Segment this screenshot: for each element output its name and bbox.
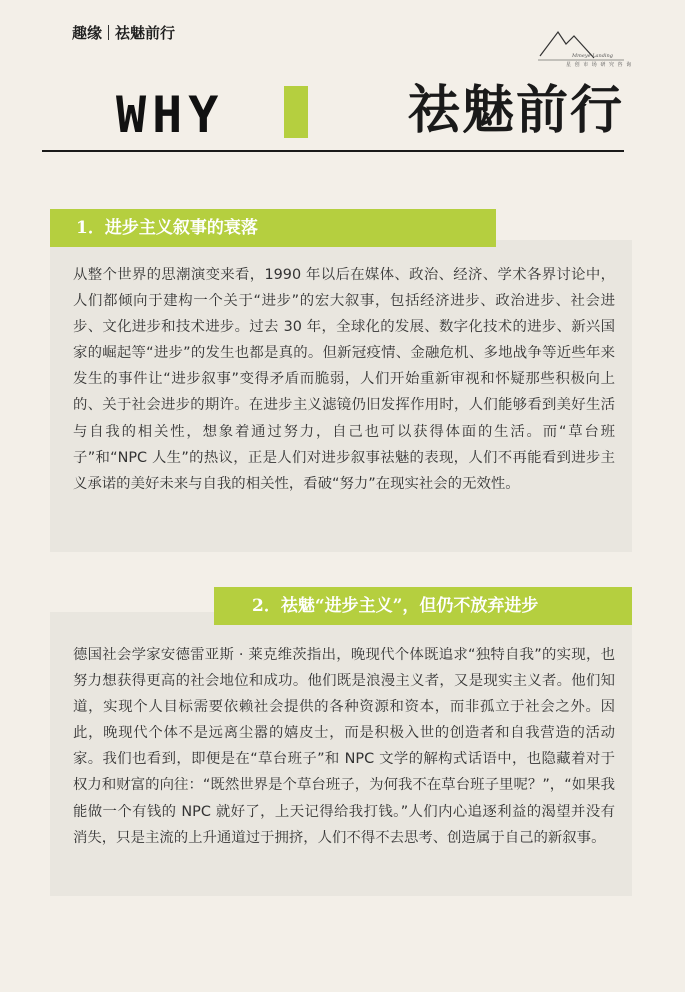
- brand-right: 祛魅前行: [115, 24, 176, 42]
- section-2-body: 德国社会学家安德雷亚斯 · 莱克维茨指出，晚现代个体既追求“独特自我”的实现，也努力想获得更高的社会地位和成功。他们既是浪漫主义者，又是现实主义者。他们知道，实现个人目标需要依赖社会提供的各种资源和资本，而非孤立于社会之外。因此，晚现代个体不是远离尘嚣的嬉皮士，而是积极入世的创造者和自我营造的活动家。我们也看到，即便是在“草台班子”和 NPC 文学的解构式话语中，也隐藏着对于权力和财富的向往：“既然世界是个草台班子，为何我不在草台班子里呢？”，“如果我能做一个有钱的 NPC 就好了，上天记得给我打钱。”人们内心追逐利益的渴望并没有消失，只是主流的上升通道过于拥挤，人们不得不去思考、创造属于自己的新叙事。: [73, 647, 615, 846]
- header-brand: [72, 22, 175, 43]
- logo-subtitle: 星 创 市 场 研 究 咨 询: [566, 62, 633, 68]
- section-1-heading: 1．进步主义叙事的衰落: [50, 209, 496, 247]
- section-1-body: 从整个世界的思潮演变来看，1990 年以后在媒体、政治、经济、学术各界讨论中，人们都倾向于建构一个关于“进步”的宏大叙事，包括经济进步、政治进步、社会进步、文化进步和技术进步。过去 30 年，全球化的发展、数字化技术的进步、新兴国家的崛起等“进步”的发生也都是真的。但新冠疫情、金融危机、多地战争等近些年来发生的事件让“进步叙事”变得矛盾而脆弱，人们开始重新审视和怀疑那些积极向上的、关于社会进步的期许。在进步主义滤镜仍旧发挥作用时，人们能够看到美好生活与自我的相关性，想象着通过努力，自己也可以获得体面的生活。而“草台班子”和“NPC 人生”的热议，正是人们对进步叙事祛魅的表现，人们不再能看到进步主义承诺的美好未来与自我的相关性，看破“努力”在现实社会的无效性。: [73, 267, 615, 492]
- page-title: 祛魅前行: [408, 80, 625, 141]
- brand-divider: [108, 25, 109, 40]
- accent-bar: [284, 86, 308, 138]
- brand-left: 趣缘: [72, 24, 103, 42]
- why-heading: WHY: [116, 86, 225, 144]
- section-2-heading: 2．祛魅“进步主义”，但仍不放弃进步: [214, 587, 632, 625]
- logo-script: Mmeye Landing: [572, 53, 613, 59]
- header-divider: [42, 150, 624, 152]
